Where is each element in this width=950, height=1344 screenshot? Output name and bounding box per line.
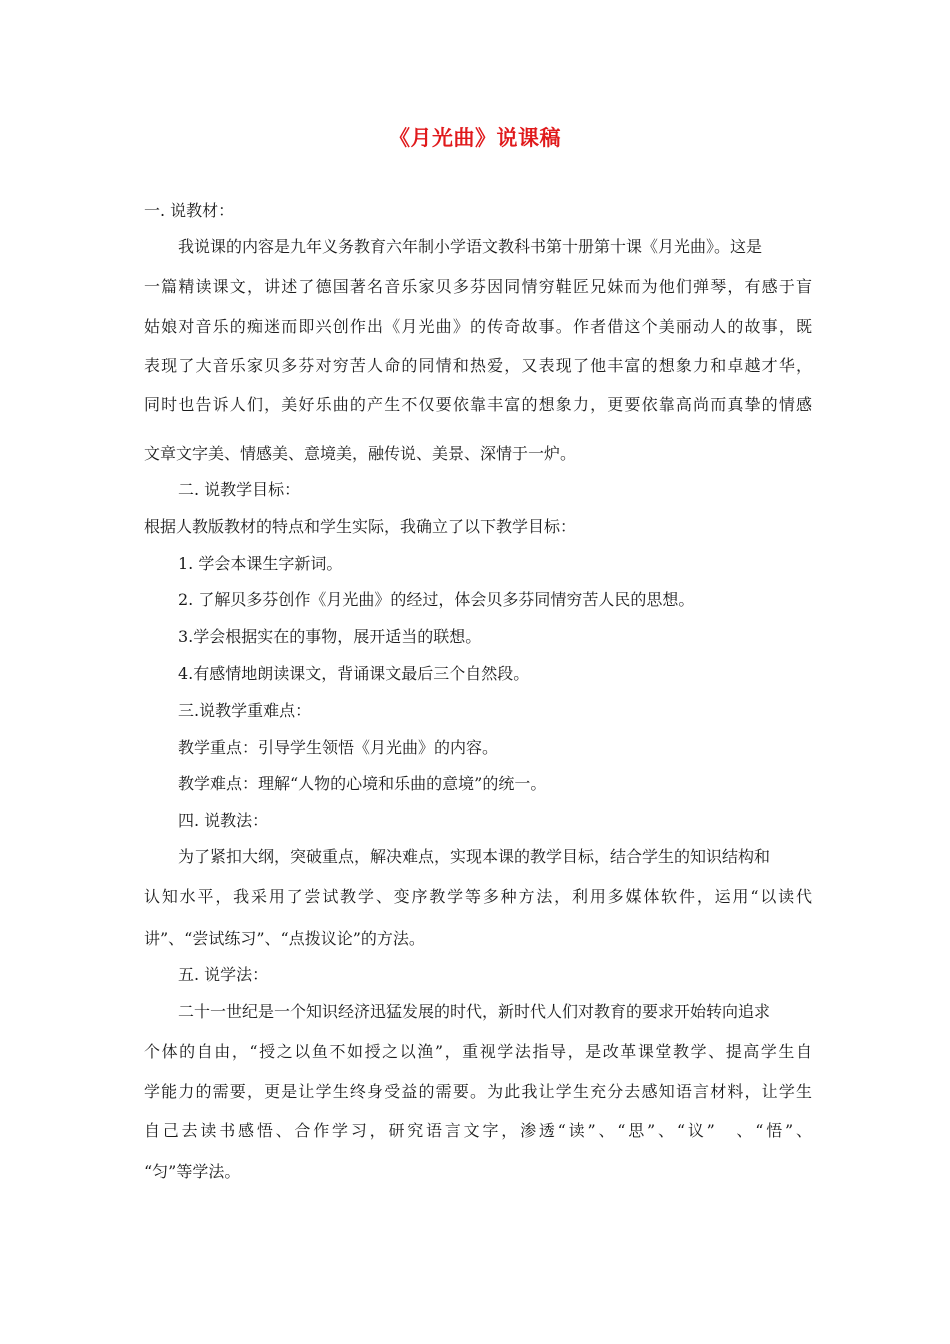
- paragraph-line: “匀”等学法。: [144, 1162, 241, 1181]
- paragraph-line: 个体的自由，“授之以鱼不如授之以渔”，重视学法指导，是改革课堂教学、提高学生自: [144, 1042, 812, 1061]
- paragraph-line: 姑娘对音乐的痴迷而即兴创作出《月光曲》的传奇故事。作者借这个美丽动人的故事，既: [144, 317, 812, 336]
- paragraph-line: 认知水平，我采用了尝试教学、变序教学等多种方法，利用多媒体软件，运用“以读代: [144, 887, 812, 906]
- section-heading-materials: 一. 说教材：: [144, 201, 235, 220]
- paragraph-line: 自己去读书感悟、合作学习，研究语言文字，渗透“读”、“思”、“议” 、“悟”、: [144, 1121, 812, 1140]
- section-heading-learning-methods: 五. 说学法：: [178, 965, 269, 984]
- objective-item: 3.学会根据实在的事物，展开适当的联想。: [178, 627, 482, 646]
- paragraph-line: 根据人教版教材的特点和学生实际，我确立了以下教学目标：: [144, 517, 577, 536]
- paragraph-line: 二十一世纪是一个知识经济迅猛发展的时代，新时代人们对教育的要求开始转向追求: [178, 1002, 771, 1021]
- section-heading-teaching-methods: 四. 说教法：: [178, 811, 269, 830]
- paragraph-line: 学能力的需要，更是让学生终身受益的需要。为此我让学生充分去感知语言材料，让学生: [144, 1082, 812, 1101]
- paragraph-line: 为了紧扣大纲，突破重点，解决难点，实现本课的教学目标，结合学生的知识结构和: [178, 847, 771, 866]
- difficulty-line: 教学难点：理解“人物的心境和乐曲的意境”的统一。: [178, 774, 547, 793]
- objective-item: 4.有感情地朗读课文，背诵课文最后三个自然段。: [178, 664, 530, 683]
- objective-item: 2. 了解贝多芬创作《月光曲》的经过，体会贝多芬同情穷苦人民的思想。: [178, 590, 695, 609]
- document-title: 《月光曲》说课稿: [389, 125, 561, 150]
- section-heading-objectives: 二. 说教学目标：: [178, 480, 301, 499]
- key-point-line: 教学重点：引导学生领悟《月光曲》的内容。: [178, 738, 499, 757]
- paragraph-line: 同时也告诉人们，美好乐曲的产生不仅要依靠丰富的想象力，更要依靠高尚而真挚的情感: [144, 395, 812, 414]
- section-heading-key-points: 三.说教学重难点：: [178, 701, 312, 720]
- paragraph-line: 表现了大音乐家贝多芬对穷苦人命的同情和热爱，又表现了他丰富的想象力和卓越才华，: [144, 356, 812, 375]
- paragraph-line: 讲”、“尝试练习”、“点拨议论”的方法。: [144, 929, 425, 948]
- paragraph-line: 我说课的内容是九年义务教育六年制小学语文教科书第十册第十课《月光曲》。这是: [178, 237, 763, 256]
- paragraph-line: 文章文字美、情感美、意境美，融传说、美景、深情于一炉。: [144, 444, 577, 463]
- objective-item: 1. 学会本课生字新词。: [178, 554, 343, 573]
- paragraph-line: 一篇精读课文，讲述了德国著名音乐家贝多芬因同情穷鞋匠兄妹而为他们弹琴，有感于盲: [144, 277, 812, 296]
